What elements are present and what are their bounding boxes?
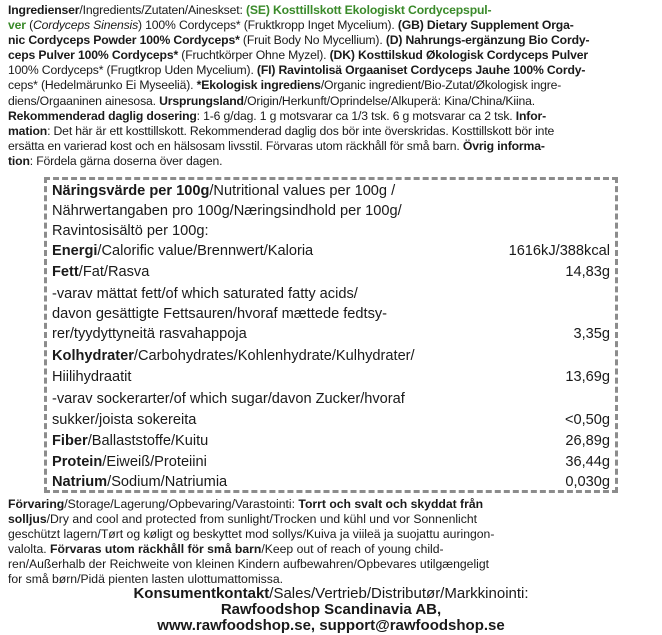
nutrition-row-carbohydrates: Kolhydrater/Carbohydrates/Kohlenhydrate/Kulhydrater/ [52,348,415,364]
dosage-line: Rekommenderad daglig dosering: 1-6 g/dag. 1 g motsvarar ca 1/3 tsk. 6 g motsvarar ca 2 tsk. Infor- [8,109,546,123]
fiber-value: 26,89g [565,433,610,449]
storage-line: solljus/Dry and cool and protected from sunlight/Trocken und kühl und vor Sonnenlicht [8,512,478,527]
ingredients-line: nic Cordyceps Powder 100% Cordyceps* (Fruit Body No Mycellium). (D) Nahrungs-ergänzung Bio Cordy- [8,33,590,48]
ingredients-line: diens/Orgaaninen ainesosa. Ursprungsland/Origin/Herkunft/Oprindelse/Alkuperä: Kina/China/Kiina. [8,93,536,108]
nutrition-row-sodium: Natrium/Sodium/Natriumia 0,030g [52,474,610,490]
storage-line: valolta. Förvaras utom räckhåll för små barn/Keep out of reach of young child- [8,542,444,557]
contact-heading: Konsumentkontakt/Sales/Vertrieb/Distributør/Markkinointi: [133,585,529,602]
nutrition-row-fiber: Fiber/Ballaststoffe/Kuitu 26,89g [52,433,610,449]
ingredients-line: ver (Cordyceps Sinensis) 100% Cordyceps* (Fruktkropp Inget Mycelium). (GB) Dietary Supplement Orga- [8,18,574,33]
nutrition-header: Näringsvärde per 100g/Nutritional values per 100g / [52,183,396,199]
dosage-line: ersätta en varierad kost och en hälsosam livsstil. Förvaras utom räckhåll för små barn. Övrig informa- [8,139,545,154]
nutrition-row-saturated: davon gesättigte Fettsauren/hvoraf mættede fedtsy- [52,306,388,322]
storage-line: for små børn/Pidä pienten lasten ulottumattomissa. [8,572,284,587]
dosage-line: mation: Det här är ett kosttillskott. Rekommenderad daglig dos bör inte överskridas. Kosttillskott bör inte [8,124,555,139]
storage-line: geschützt lagern/Tørt og køligt og beskyttet mod sollys/Kuiva ja viileä ja suojattu auringon- [8,527,495,542]
contact-links: www.rawfoodshop.se, support@rawfoodshop.se [157,617,505,634]
storage-line: ren/Außerhalb der Reichweite von kleinen Kindern aufbewahren/Opbevares utilgængeligt [8,557,490,572]
nutrition-row-protein: Protein/Eiweiß/Proteiini 36,44g [52,454,610,470]
nutrition-row-saturated: -varav mättat fett/of which saturated fatty acids/ [52,286,358,302]
nutrition-row-sugar: sukker/joista sokereita <0,50g [52,412,610,428]
nutrition-header-line: Ravintosisältö per 100g: [52,223,209,239]
nutrition-row-energy: Energi/Calorific value/Brennwert/Kaloria 1616kJ/388kcal [52,243,610,259]
storage-line: Förvaring/Storage/Lagerung/Opbevaring/Varastointi: Torrt och svalt och skyddat från [8,497,484,511]
carbohydrates-value: 13,69g [565,369,610,385]
saturated-value: 3,35g [573,326,610,342]
protein-value: 36,44g [565,454,610,470]
nutrition-header-line: Nährwertangaben pro 100g/Næringsindhold per 100g/ [52,203,402,219]
ingredients-line: ceps Pulver 100% Cordyceps* (Fruchtkörper Ohne Myzel). (DK) Kosttilskud Økologisk Cordyceps Pulver [8,48,588,63]
ingredients-line: 100% Cordyceps* (Frugtkrop Uden Mycelium). (FI) Ravintolisä Orgaaniset Cordyceps Jauhe 100% Cordy- [8,63,586,78]
sugar-value: <0,50g [564,412,610,428]
nutrition-row-fat: Fett/Fat/Rasva 14,83g [52,264,610,280]
nutrition-row-carbohydrates: Hiilihydraatit 13,69g [52,369,610,385]
ingredients-section [8,3,650,109]
energy-value: 1616kJ/388kcal [508,243,610,259]
fat-value: 14,83g [565,264,610,280]
dosage-section [8,109,650,169]
company-name: Rawfoodshop Scandinavia AB, [220,601,442,618]
dosage-line: tion: Fördela gärna doserna över dagen. [8,154,223,169]
ingredients-line: Ingredienser/Ingredients/Zutaten/Aineskset: (SE) Kosttillskott Ekologiskt Cordycepspul- [8,3,492,17]
sodium-value: 0,030g [565,474,610,490]
storage-section [8,497,654,588]
nutrition-row-saturated: rer/tyydyttyneitä rasvahappoja 3,35g [52,326,610,342]
nutrition-row-sugar: -varav sockerarter/of which sugar/davon Zucker/hvoraf [52,391,405,407]
ingredients-line: ceps* (Hedelmärunko Ei Myseeliä). *Ekologisk ingrediens/Organic ingredient/Bio-Zutat/Økologisk ingre- [8,78,562,93]
